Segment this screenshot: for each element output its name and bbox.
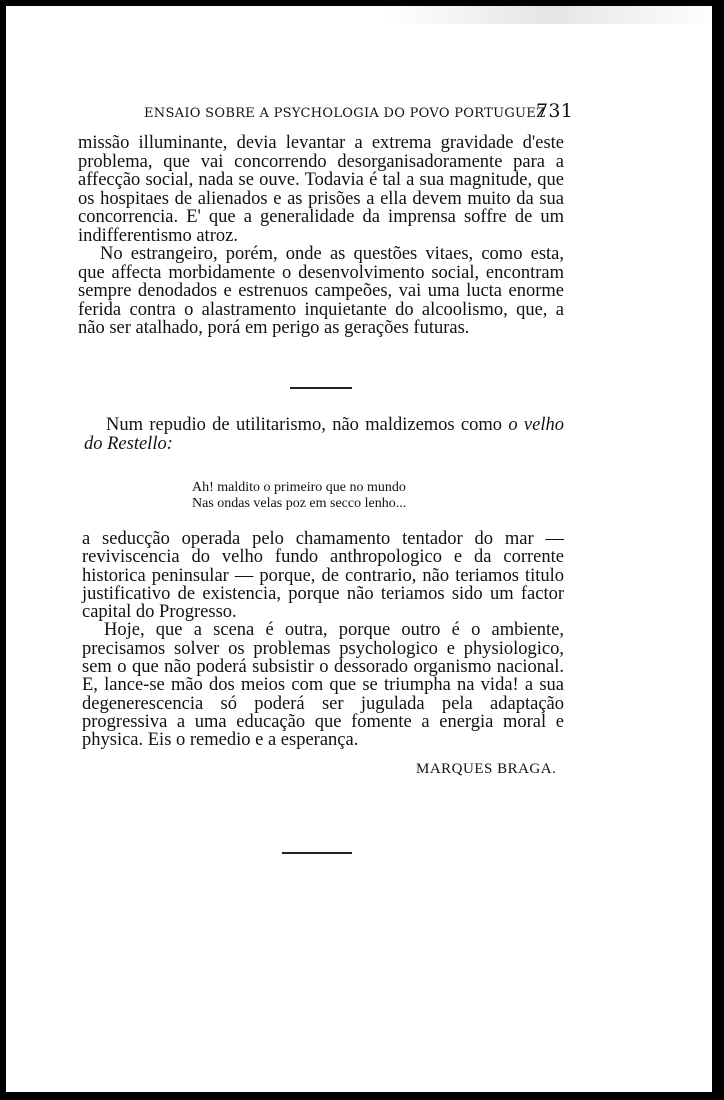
end-divider [282, 852, 352, 854]
quote-intro [84, 416, 564, 454]
verse-quotation [192, 480, 522, 512]
scan-shading [386, 6, 716, 24]
page-number: 731 [536, 100, 574, 122]
quote-intro-italic: o velho do Restello: [84, 415, 564, 454]
section-divider [290, 387, 352, 389]
quote-intro-paragraph [84, 416, 564, 454]
quote-intro-text: Num repudio de utilitarismo, não maldizemos como [106, 415, 509, 435]
author-signature: MARQUES BRAGA. [416, 761, 557, 777]
book-page [6, 6, 712, 1092]
running-title: ENSAIO SOBRE A PSYCHOLOGIA DO POVO PORTUGUEZ [144, 106, 546, 121]
paragraph: No estrangeiro, porém, onde as questões vitaes, como esta, que affecta morbidamente o desenvolvimento social, encontram sempre denodados e estrenuos campeões, vai uma lucta enorme ferida contra o alastramento inquietante do alcoolismo, que, a não ser atalhado, porá em perigo as gerações futuras. [78, 244, 564, 338]
verse-line: Ah! maldito o primeiro que no mundo [192, 480, 406, 495]
main-text [78, 134, 564, 338]
verse-line: Nas ondas velas poz em secco lenho... [192, 496, 407, 511]
paragraph: a seducção operada pelo chamamento tentador do mar — reviviscencia do velho fundo anthropologico e da corrente historica peninsular — porque, de contrario, não teriamos titulo justificativo de existencia, porque não teriamos sido um factor capital do Progresso. [82, 529, 564, 623]
paragraph: missão illuminante, devia levantar a extrema gravidade d'este problema, que vai concorrendo desorganisadoramente para a affecção social, nada se ouve. Todavia é tal a sua magnitude, que os hospitaes de alienados e as prisões a ella devem muito da sua concorrencia. E' que a generalidade da imprensa soffre de um indifferentismo atroz. [78, 133, 564, 246]
closing-text [82, 530, 564, 750]
paragraph: Hoje, que a scena é outra, porque outro é o ambiente, precisamos solver os problemas psychologico e physiologico, sem o que não poderá subsistir o dessorado organismo nacional. E, lance-se mão dos meios com que se triumpha na vida! a sua degenerescencia só poderá ser jugulada pela adaptação progressiva a uma educação que fomente a energia moral e physica. Eis o remedio e a esperança. [82, 620, 564, 751]
